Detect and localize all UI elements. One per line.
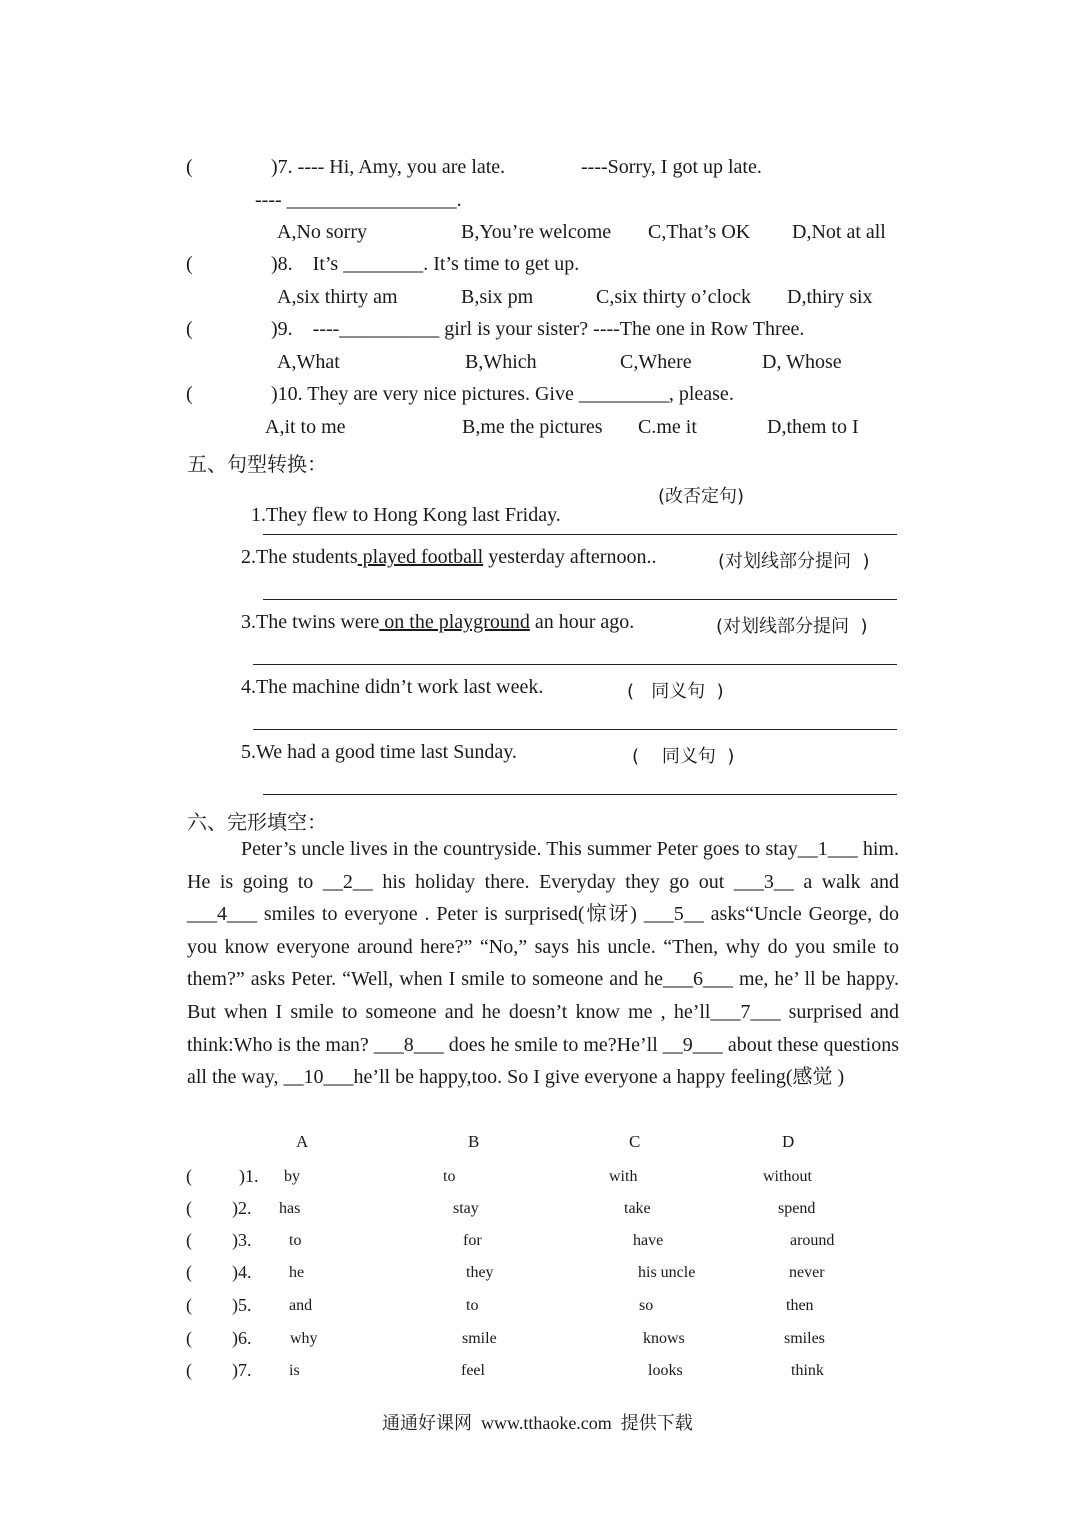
question-9-option-a: A,What bbox=[277, 351, 340, 373]
option-d: then bbox=[786, 1297, 814, 1314]
answer-paren: ( bbox=[186, 1360, 192, 1380]
column-header-b: B bbox=[468, 1132, 480, 1151]
option-d: think bbox=[791, 1362, 824, 1379]
transform-item-text: 3.The twins were bbox=[241, 611, 380, 633]
transform-item-1 bbox=[241, 481, 561, 527]
answer-paren: ( bbox=[186, 1198, 192, 1218]
transform-item-5: 5.We had a good time last Sunday. bbox=[241, 741, 517, 763]
row-number: )7. bbox=[232, 1360, 252, 1380]
transform-item-5-instruction: ( 同义句 ) bbox=[632, 746, 735, 767]
option-b: they bbox=[466, 1264, 494, 1281]
question-8-option-c: C,six thirty o’clock bbox=[596, 286, 751, 308]
transform-item-4-instruction: ( 同义句 ) bbox=[627, 681, 724, 702]
answer-paren: ( bbox=[186, 156, 193, 178]
option-b: smile bbox=[462, 1330, 497, 1347]
transform-item-1-instruction: (改否定句) bbox=[658, 486, 745, 507]
question-10-option-c: C.me it bbox=[638, 416, 697, 438]
row-number: )2. bbox=[232, 1198, 252, 1218]
question-9-option-c: C,Where bbox=[620, 351, 692, 373]
underlined-phrase: on the playground bbox=[379, 611, 530, 633]
question-8-stem: )8. It’s ________. It’s time to get up. bbox=[271, 253, 580, 275]
option-a: he bbox=[289, 1264, 305, 1281]
option-c: take bbox=[624, 1200, 651, 1217]
option-a: is bbox=[289, 1362, 300, 1379]
option-a: why bbox=[290, 1330, 318, 1347]
question-10-option-b: B,me the pictures bbox=[462, 416, 603, 438]
option-c: his uncle bbox=[638, 1264, 696, 1281]
answer-paren: ( bbox=[186, 318, 193, 340]
question-8-option-b: B,six pm bbox=[461, 286, 534, 308]
answer-paren: ( bbox=[186, 1328, 192, 1348]
option-a: and bbox=[289, 1297, 313, 1314]
transform-item-text-rest: yesterday afternoon.. bbox=[483, 546, 657, 568]
question-7-blank-line: ---- _________________. bbox=[255, 189, 462, 211]
question-9-option-b: B,Which bbox=[465, 351, 537, 373]
option-d: smiles bbox=[784, 1330, 825, 1347]
answer-paren: ( bbox=[186, 383, 193, 405]
section-6-title: 六、完形填空： bbox=[187, 810, 327, 834]
answer-paren: ( bbox=[186, 1262, 192, 1282]
column-header-c: C bbox=[629, 1132, 641, 1151]
cloze-passage-text: Peter’s uncle lives in the countryside. This summer Peter goes to stay__1___ him. He is going to __2__ his holiday there. Everyday they go out ___3__ a walk and ___4___ smiles to everyone . Peter is surprised(惊讶) ___5__ asks“Uncle George, do you know everyone around here?” “No,” says his uncle. “Then, why do you smile to them?” asks Peter. “Well, when I smile to someone and he___6___ me, he’ ll be happy. But when I smile to someone and he doesn’t know me , he’ll___7___ surprised and think:Who is the man? ___8___ does he smile to me?He’ll __9___ about these questions all the way, __10___he’ll be happy,too. So I give everyone a happy feeling(感觉 ) bbox=[187, 838, 899, 1089]
option-a: has bbox=[279, 1200, 301, 1217]
page-footer: 通通好课网 www.tthaoke.com 提供下载 bbox=[382, 1413, 693, 1433]
option-d: without bbox=[763, 1168, 812, 1185]
option-d: never bbox=[789, 1264, 825, 1281]
answer-line bbox=[263, 794, 897, 795]
cloze-passage bbox=[187, 833, 899, 1094]
option-b: feel bbox=[461, 1362, 485, 1379]
answer-paren: ( bbox=[186, 1295, 192, 1315]
transform-item-text: 1.They flew to Hong Kong last Friday. bbox=[251, 504, 561, 526]
transform-item-text-rest: an hour ago. bbox=[529, 611, 635, 633]
answer-line bbox=[253, 729, 897, 730]
option-a: by bbox=[284, 1168, 300, 1185]
question-9-stem: )9. ----__________ girl is your sister? ----The one in Row Three. bbox=[271, 318, 805, 340]
transform-item-4: 4.The machine didn’t work last week. bbox=[241, 676, 544, 698]
question-10-option-a: A,it to me bbox=[265, 416, 346, 438]
option-d: around bbox=[790, 1232, 835, 1249]
question-7-option-d: D,Not at all bbox=[792, 221, 886, 243]
transform-item-2-instruction: (对划线部分提问 ) bbox=[718, 551, 870, 572]
transform-item-text: 2.The students bbox=[241, 546, 358, 568]
question-7-option-a: A,No sorry bbox=[277, 221, 367, 243]
row-number: )1. bbox=[239, 1166, 259, 1186]
transform-item-2 bbox=[241, 546, 656, 569]
question-8-option-a: A,six thirty am bbox=[277, 286, 398, 308]
question-10-option-d: D,them to I bbox=[767, 416, 859, 438]
answer-paren: ( bbox=[186, 1166, 192, 1186]
question-7-stem: )7. ---- Hi, Amy, you are late. bbox=[271, 156, 506, 178]
question-7-option-b: B,You’re welcome bbox=[461, 221, 612, 243]
option-b: to bbox=[443, 1168, 456, 1185]
option-c: with bbox=[609, 1168, 638, 1185]
underlined-phrase: played football bbox=[357, 546, 484, 568]
transform-item-3 bbox=[241, 611, 634, 634]
option-c: knows bbox=[643, 1330, 685, 1347]
answer-paren: ( bbox=[186, 1230, 192, 1250]
option-c: so bbox=[639, 1297, 654, 1314]
option-d: spend bbox=[778, 1200, 816, 1217]
answer-line bbox=[263, 534, 897, 535]
row-number: )4. bbox=[232, 1262, 252, 1282]
option-c: have bbox=[633, 1232, 664, 1249]
question-7-option-c: C,That’s OK bbox=[648, 221, 751, 243]
question-9-option-d: D, Whose bbox=[762, 351, 842, 373]
transform-item-3-instruction: (对划线部分提问 ) bbox=[716, 616, 868, 637]
option-b: to bbox=[466, 1297, 479, 1314]
question-7-stem-reply: ----Sorry, I got up late. bbox=[581, 156, 762, 178]
section-5-title: 五、句型转换： bbox=[187, 452, 327, 476]
option-c: looks bbox=[648, 1362, 683, 1379]
column-header-a: A bbox=[296, 1132, 309, 1151]
option-b: stay bbox=[453, 1200, 479, 1217]
question-8-option-d: D,thiry six bbox=[787, 286, 873, 308]
row-number: )6. bbox=[232, 1328, 252, 1348]
answer-paren: ( bbox=[186, 253, 193, 275]
question-10-stem: )10. They are very nice pictures. Give _________, please. bbox=[271, 383, 734, 405]
row-number: )3. bbox=[232, 1230, 252, 1250]
column-header-d: D bbox=[782, 1132, 795, 1151]
option-a: to bbox=[289, 1232, 302, 1249]
answer-line bbox=[253, 664, 897, 665]
row-number: )5. bbox=[232, 1295, 252, 1315]
answer-line bbox=[263, 599, 897, 600]
option-b: for bbox=[463, 1232, 482, 1249]
